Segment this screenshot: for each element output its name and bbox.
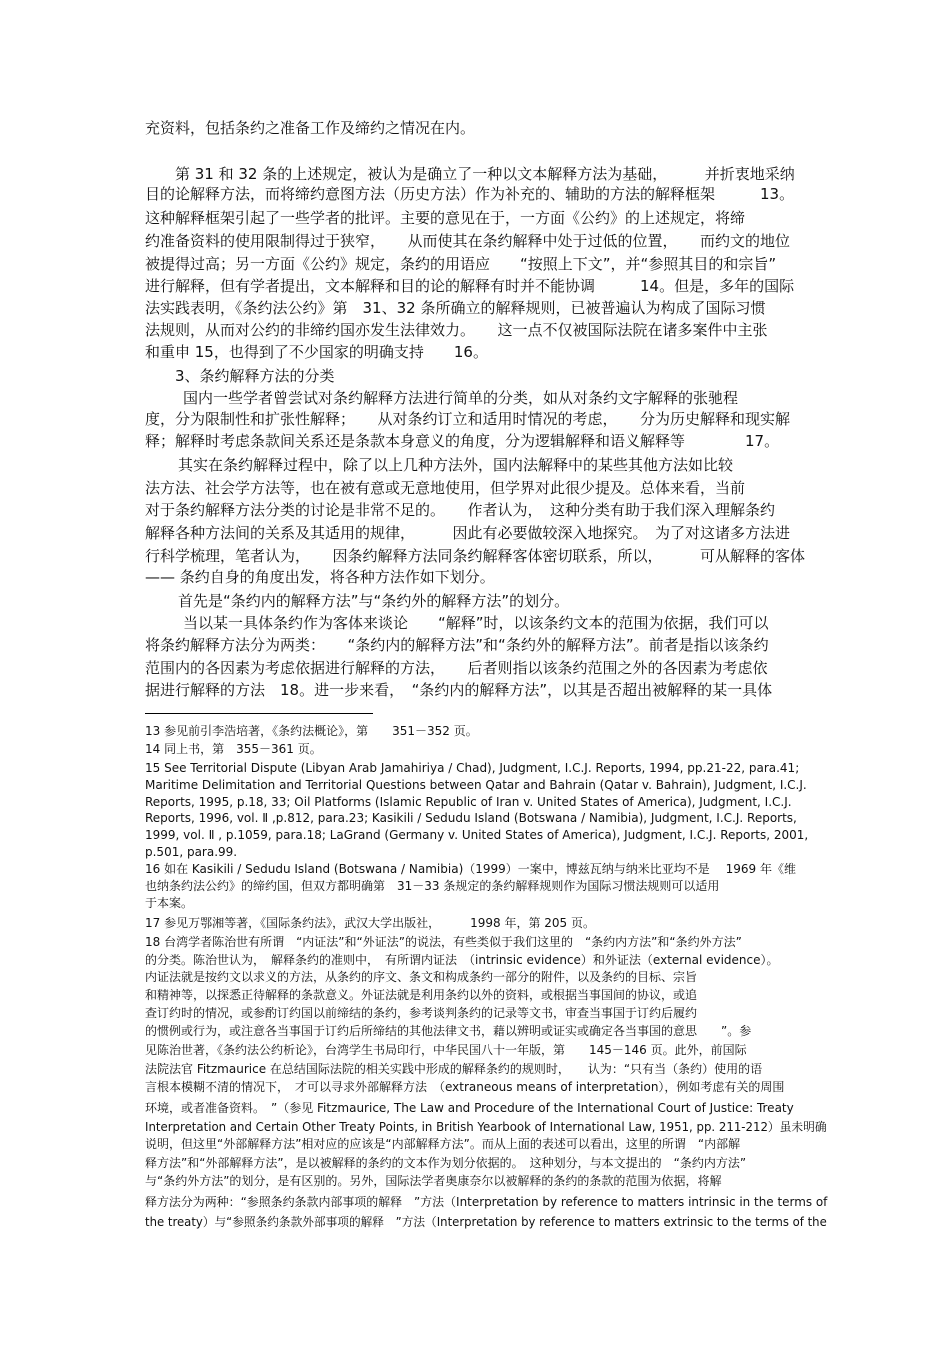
body-line: 释；解释时考虑条款间关系还是条款本身意义的角度，分为逻辑解释和语义解释等 17。: [145, 432, 780, 450]
body-line: 据进行解释的方法 18。进一步来看， “条约内的解释方法”，以其是否超出被解释的某一具体: [145, 681, 773, 699]
body-line: 约准备资料的使用限制得过于狭窄， 从而使其在条约解释中处于过低的位置， 而约文的地位: [145, 232, 791, 250]
footnote-line: Reports, 1995, p.18, 33; Oil Platforms (Islamic Republic of Iran v. United States of America), Judgment, I.C.J.: [145, 795, 792, 809]
footnote-line: 和精神等，以探悉正待解释的条款意义。外证法就是利用条约以外的资料，或根据当事国间的协议，或追: [145, 988, 698, 1002]
footnote-line: 13 参见前引李浩培著，《条约法概论》，第 351－352 页。: [145, 724, 478, 738]
footnote-line: 法院法官 Fitzmaurice 在总结国际法院的相关实践中形成的解释条约的规则时， 认为：“只有当（条约）使用的语: [145, 1062, 763, 1076]
body-line: 进行解释，但有学者提出，文本解释和目的论的解释有时并不能协调 14。但是，多年的国际: [145, 277, 795, 295]
body-line: 当以某一具体条约作为客体来谈论 “解释”时，以该条约文本的范围为依据，我们可以: [183, 614, 769, 632]
footnote-line: 1999, vol. Ⅱ , p.1059, para.18; LaGrand (Germany v. United States of America), Judgment, I.C.J. Reports, 2001,: [145, 828, 809, 842]
body-line: 将条约解释方法分为两类： “条约内的解释方法”和“条约外的解释方法”。前者是指以该条约: [145, 636, 769, 654]
body-line: —— 条约自身的角度出发，将各种方法作如下划分。: [145, 568, 495, 586]
body-line: 法方法、社会学方法等，也在被有意或无意地使用，但学界对此很少提及。总体来看，当前: [145, 479, 746, 497]
footnote-line: 环境，或者准备资料。 ”（参见 Fitzmaurice, The Law and Procedure of the International Court of Justice: Treaty: [145, 1101, 794, 1115]
body-line: 第 31 和 32 条的上述规定，被认为是确立了一种以文本解释方法为基础， 并折衷地采纳: [175, 165, 795, 183]
body-line: 3、条约解释方法的分类: [175, 367, 335, 385]
footnote-line: 见陈治世著，《条约法公约析论》，台湾学生书局印行，中华民国八十一年版，第 145－146 页。此外，前国际: [145, 1043, 747, 1057]
footnote-line: 言根本模糊不清的情况下， 才可以寻求外部解释方法 （extraneous means of interpretation），例如考虑有关的周围: [145, 1080, 785, 1094]
body-line: 对于条约解释方法分类的讨论是非常不足的。 作者认为， 这种分类有助于我们深入理解条约: [145, 501, 776, 519]
footnote-line: 18 台湾学者陈治世有所谓 “内证法”和“外证法”的说法，有些类似于我们这里的 “条约内方法”和“条约外方法”: [145, 935, 742, 949]
body-line: 被提得过高；另一方面《公约》规定，条约的用语应 “按照上下文”，并“参照其目的和宗旨”: [145, 255, 777, 273]
body-line: 其实在条约解释过程中，除了以上几种方法外，国内法解释中的某些其他方法如比较: [178, 456, 734, 474]
body-line: 法实践表明，《条约法公约》第 31、32 条所确立的解释规则，已被普遍认为构成了国际习惯: [145, 299, 766, 317]
footnote-line: 15 See Territorial Dispute (Libyan Arab Jamahiriya / Chad), Judgment, I.C.J. Reports, 1994, pp.21-22, para.41;: [145, 761, 800, 775]
footnote-line: Maritime Delimitation and Territorial Questions between Qatar and Bahrain (Qatar v. Bahrain), Judgment, I.C.J.: [145, 778, 807, 792]
footnote-line: p.501, para.99.: [145, 845, 238, 859]
footnote-line: 查订约时的情况，或参酌订约国以前缔结的条约，参考谈判条约的记录等文书，审查当事国于订约后履约: [145, 1006, 698, 1020]
body-line: 解释各种方法间的关系及其适用的规律， 因此有必要做较深入地探究。 为了对这诸多方法进: [145, 524, 791, 542]
body-line: 首先是“条约内的解释方法”与“条约外的解释方法”的划分。: [178, 592, 570, 610]
footnote-line: the treaty）与“参照条约条款外部事项的解释 ”方法（Interpretation by reference to matters extrinsic to the terms of the: [145, 1215, 827, 1229]
body-line: 行科学梳理，笔者认为， 因条约解释方法同条约解释客体密切联系，所以， 可从解释的客体: [145, 547, 806, 565]
body-line: 度，分为限制性和扩张性解释； 从对条约订立和适用时情况的考虑， 分为历史解释和现实解: [145, 410, 791, 428]
footnote-line: 于本案。: [145, 896, 194, 910]
footnote-line: 也纳条约法公约》的缔约国，但双方都明确第 31－33 条规定的条约解释规则作为国际习惯法规则可以适用: [145, 879, 720, 893]
body-line: 目的论解释方法，而将缔约意图方法（历史方法）作为补充的、辅助的方法的解释框架 13。: [145, 185, 795, 203]
footnote-line: 的惯例或行为，或注意各当事国于订约后所缔结的其他法律文书，藉以辨明或证实或确定各当事国的意思 ”。参: [145, 1024, 752, 1038]
body-line: 范围内的各因素为考虑依据进行解释的方法， 后者则指以该条约范围之外的各因素为考虑依: [145, 659, 768, 677]
footnote-line: 内证法就是按约文以求义的方法，从条约的序文、条文和构成条约一部分的附件，以及条约的目标、宗旨: [145, 970, 698, 984]
footnote-line: 释方法”和“外部解释方法”，是以被解释的条约的文本作为划分依据的。 这种划分，与本文提出的 “条约内方法”: [145, 1156, 747, 1170]
footnote-line: Interpretation and Certain Other Treaty Points, in British Yearbook of International Law, 1951, pp. 211-212）虽未明确: [145, 1120, 827, 1134]
footnote-line: 说明，但这里“外部解释方法”相对应的应该是“内部解释方法”。而从上面的表述可以看出，这里的所谓 “内部解: [145, 1137, 741, 1151]
footnote-line: 的分类。陈治世认为， 解释条约的准则中， 有所谓内证法 （intrinsic evidence）和外证法（external evidence）。: [145, 953, 779, 967]
body-line: 这种解释框架引起了一些学者的批评。主要的意见在于，一方面《公约》的上述规定，将缔: [145, 209, 746, 227]
body-line: 和重申 15，也得到了不少国家的明确支持 16。: [145, 343, 488, 361]
footnote-line: Reports, 1996, vol. Ⅱ ,p.812, para.23; Kasikili / Sedudu Island (Botswana / Namibia), Judgment, I.C.J. Reports,: [145, 811, 797, 825]
footnote-line: 16 如在 Kasikili / Sedudu Island (Botswana / Namibia)（1999）一案中，博兹瓦纳与纳米比亚均不是 1969 年《维: [145, 862, 796, 876]
body-line: 法规则，从而对公约的非缔约国亦发生法律效力。 这一点不仅被国际法院在诸多案件中主张: [145, 321, 768, 339]
footnote-line: 14 同上书，第 355－361 页。: [145, 742, 322, 756]
body-line: 充资料，包括条约之准备工作及缔约之情况在内。: [145, 119, 476, 137]
footnote-line: 释方法分为两种：“参照条约条款内部事项的解释 ”方法（Interpretation by reference to matters intrinsic in the terms of: [145, 1195, 828, 1209]
body-line: 国内一些学者曾尝试对条约解释方法进行简单的分类，如从对条约文字解释的张驰程: [183, 389, 739, 407]
footnote-line: 17 参见万鄂湘等著，《国际条约法》，武汉大学出版社， 1998 年，第 205 页。: [145, 916, 595, 930]
footnote-line: 与“条约外方法”的划分，是有区别的。另外，国际法学者奥康奈尔以被解释的条约的条款的范围为依据，将解: [145, 1174, 722, 1188]
footnote-separator: [145, 713, 373, 714]
